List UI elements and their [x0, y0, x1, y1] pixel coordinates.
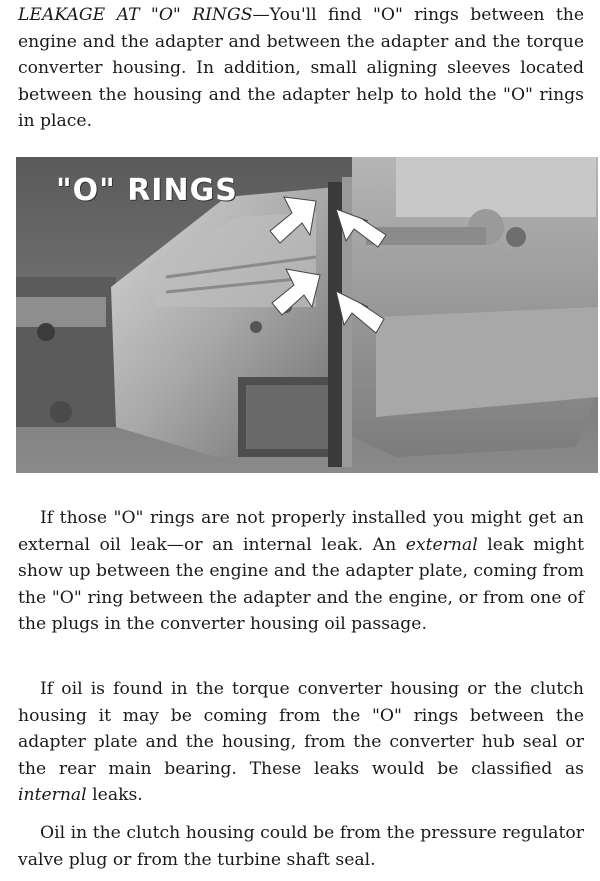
- paragraph-external-leak: [18, 505, 584, 638]
- intro-text: —You'll find "O" rings between the engine and the adapter and between the adapter and the torque converter housing. In addition, small aligning sleeves located between the housing and the adapter help to hold the "O" rings in place.: [18, 5, 584, 131]
- transmission-photo: [16, 157, 598, 473]
- p2-text-a: If those "O" rings are not properly installed you might get an external oil leak—or an internal leak. An: [18, 508, 584, 555]
- p2-emphasis: external: [405, 534, 478, 555]
- paragraph-clutch-housing: [18, 820, 584, 873]
- p3-emphasis: internal: [18, 785, 87, 805]
- o-rings-label: "O" RINGS: [56, 173, 238, 208]
- p3-text-a: If oil is found in the torque converter housing or the clutch housing it may be coming from the "O" rings between the adapter plate and the housing, from the converter hub seal or the rear main bearing. These leaks would be classified as: [18, 679, 584, 779]
- intro-lead: LEAKAGE AT "O" RINGS: [18, 5, 253, 25]
- intro-paragraph: [18, 2, 584, 135]
- p4-text: Oil in the clutch housing could be from the pressure regulator valve plug or from the turbine shaft seal.: [18, 823, 584, 870]
- p2-text-b: leak might show up between the engine and the adapter plate, coming from the "O" ring between the adapter and the engine, or from one of the plugs in the converter housing oil passage.: [18, 534, 584, 634]
- paragraph-internal-leak: [18, 676, 584, 809]
- p3-text-b: leaks.: [86, 785, 143, 805]
